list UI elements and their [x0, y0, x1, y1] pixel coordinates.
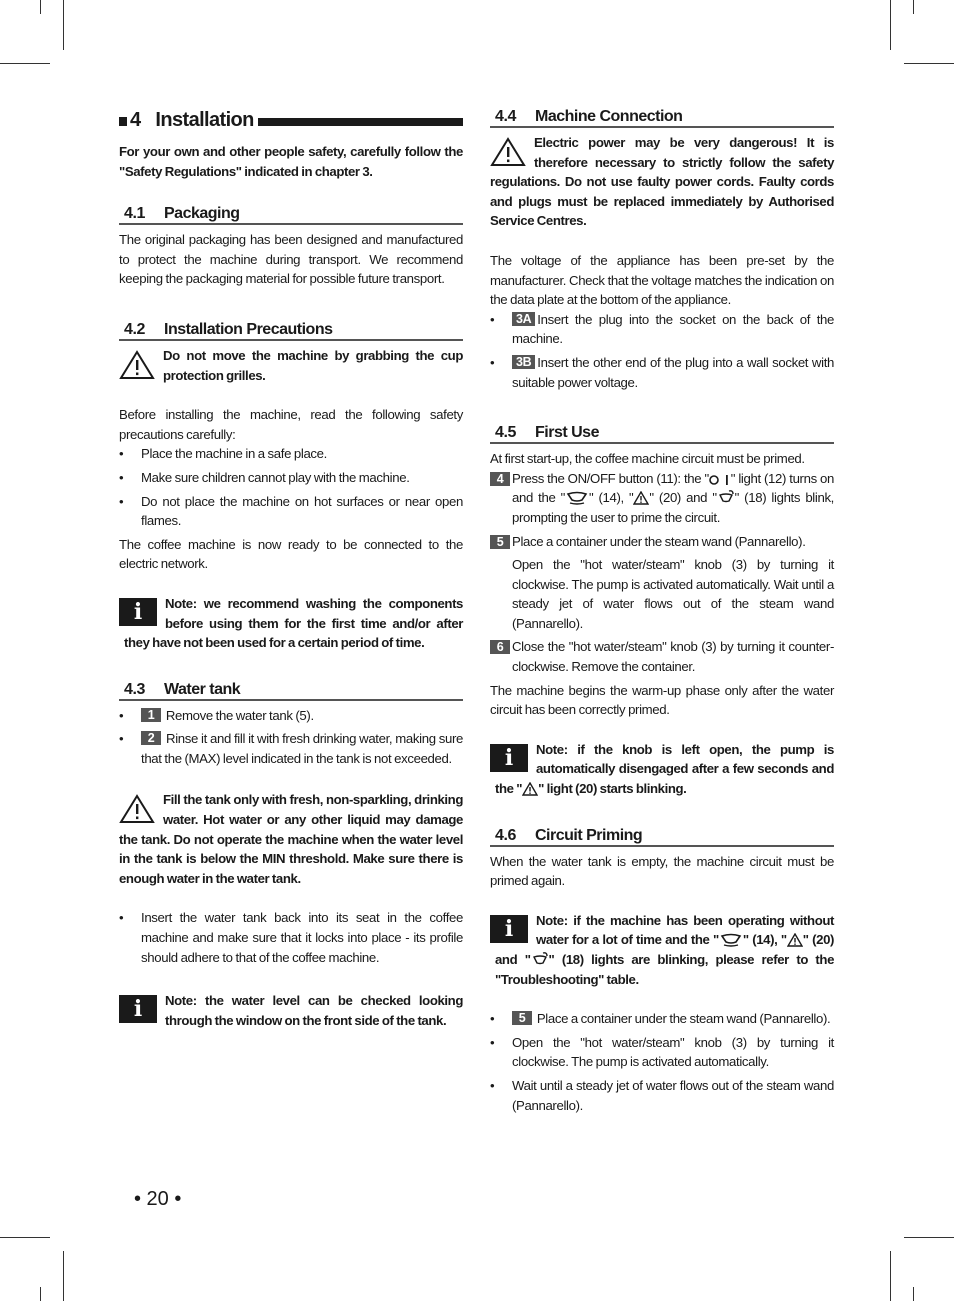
step-badge: 6 [490, 640, 510, 654]
list-item: • Place the machine in a safe place. [119, 444, 463, 464]
step-text: Insert the plug into the socket on the back of the machine. [512, 311, 834, 347]
section-heading-4-3 [119, 677, 463, 701]
warning-icon [119, 350, 155, 380]
list-item: • Make sure children cannot play with the machine. [119, 468, 463, 488]
section-number: 4.3 [124, 680, 146, 698]
insert-tank-list [119, 908, 463, 967]
section-title: First Use [535, 424, 599, 442]
step-text: Press the ON/OFF button (11): the " [512, 470, 709, 486]
step-text: " (14), " [588, 490, 634, 506]
chapter-intro: For your own and other people safety, carefully follow the "Safety Regulations" indicated in chapter 3. [119, 144, 463, 179]
step-badge: 5 [490, 535, 510, 549]
list-item: • Open the "hot water/steam" knob (3) by turning it clockwise. The pump is activated automatically. [490, 1033, 834, 1072]
warning-light-icon [522, 782, 538, 796]
warning-text: Fill the tank only with fresh, non-sparkling, drinking water. Hot water or any other liquid may damage the tank. Do not operate the machine when the water level in the tank is below the MIN threshold. Make sure there is enough water in the water tank. [119, 792, 463, 886]
section-heading-4-1 [119, 201, 463, 225]
section-title: Machine Connection [535, 108, 683, 125]
list-item: • Wait until a steady jet of water flows out of the steam wand (Pannarello). [490, 1076, 834, 1115]
first-use-steps [490, 469, 834, 677]
list-item [490, 1009, 834, 1029]
circuit-priming-text: When the water tank is empty, the machine circuit must be primed again. [490, 853, 834, 889]
note-text: Note: the water level can be checked looking through the window on the front side of the tank. [165, 993, 463, 1028]
step-text: Close the "hot water/steam" knob (3) by turning it counter-clockwise. Remove the container. [512, 639, 834, 675]
step-badge: 5 [512, 1011, 532, 1025]
step-text: Place a container under the steam wand (Pannarello). [512, 533, 806, 549]
chapter-heading [119, 106, 463, 134]
info-note [119, 991, 463, 1030]
section-number: 4.2 [124, 320, 146, 338]
list-item [490, 469, 834, 528]
warning-note [119, 346, 463, 385]
list-item [119, 729, 463, 768]
page-number: • 20 • [134, 1188, 182, 1210]
note-text: Note: we recommend washing the components before using them for the first time and/or after they have not been used for a certain period of time. [124, 595, 463, 651]
voltage-text: The voltage of the appliance has been pre-set by the manufacturer. Check that the voltage matches the indication on the data plate at the bottom of the appliance. [490, 252, 834, 308]
crop-mark [890, 0, 891, 50]
crop-mark [913, 1287, 914, 1301]
info-icon: i [490, 915, 528, 943]
list-item [119, 706, 463, 726]
section-title: Circuit Priming [535, 826, 643, 844]
section-number: 4.5 [495, 424, 517, 442]
crop-mark [904, 1237, 954, 1238]
right-column [490, 104, 834, 1115]
crop-mark [0, 63, 50, 64]
steam-icon [717, 489, 735, 505]
crop-mark [40, 1287, 41, 1301]
water-tank-steps [119, 706, 463, 769]
info-icon: i [119, 995, 157, 1023]
warm-up-text: The machine begins the warm-up phase only after the water circuit has been correctly primed. [490, 682, 834, 718]
cup-icon [719, 931, 743, 947]
crop-mark [913, 0, 914, 14]
left-column [119, 104, 463, 1030]
step-text: Remove the water tank (5). [165, 707, 314, 723]
list-item: Open the "hot water/steam" knob (3) by turning it clockwise. The pump is activated automatically. Wait until a steady jet of water flows out of the steam wand (Pannarello). [512, 557, 834, 631]
section-heading-4-2 [119, 317, 463, 341]
crop-mark [63, 1251, 64, 1301]
step-text: " light (12) turns on and the " [512, 470, 835, 506]
section-title: Water tank [164, 680, 241, 698]
warning-light-icon [633, 491, 649, 505]
chapter-title: 4 Installation [130, 108, 254, 131]
precautions-list [119, 444, 463, 530]
info-note [490, 911, 834, 989]
step-text: Rinse it and fill it with fresh drinking water, making sure that the (MAX) level indicated in the tank is not exceeded. [141, 731, 463, 766]
packaging-text: The original packaging has been designed and manufactured to protect the machine during transport. We recommend keeping the packaging material for possible future transport. [119, 232, 463, 287]
warning-icon [490, 137, 526, 167]
step-text: " (18) lights blink, prompting the user to prime the circuit. [512, 490, 835, 525]
step-badge: 3B [512, 355, 535, 369]
section-number: 4.4 [495, 108, 517, 125]
chapter-square-icon [119, 117, 127, 126]
list-item [490, 532, 834, 552]
step-text: Place a container under the steam wand (Pannarello). [536, 1011, 831, 1027]
chapter-rule [258, 118, 463, 126]
step-badge: 4 [490, 472, 510, 486]
step-badge: 3A [512, 312, 535, 326]
list-item [490, 353, 834, 392]
step-badge: 2 [141, 731, 161, 745]
section-heading-4-4 [490, 104, 834, 128]
steam-icon [531, 951, 549, 967]
info-icon: i [119, 598, 157, 626]
section-number: 4.6 [495, 826, 517, 844]
crop-mark [40, 0, 41, 14]
section-heading-4-6 [490, 823, 834, 847]
list-item: • Do not place the machine on hot surfaces or near open flames. [119, 492, 463, 531]
crop-mark [904, 63, 954, 64]
crop-mark [0, 1237, 50, 1238]
info-note [490, 740, 834, 799]
warning-note [490, 133, 834, 231]
list-item [490, 310, 834, 349]
crop-mark [63, 0, 64, 50]
warning-text: Do not move the machine by grabbing the cup protection grilles. [163, 347, 463, 383]
section-title: Packaging [164, 205, 240, 223]
warning-icon [119, 794, 155, 824]
section-number: 4.1 [124, 205, 146, 223]
power-light-icon [709, 473, 731, 486]
first-use-intro: At first start-up, the coffee machine circuit must be primed. [490, 451, 805, 467]
warning-light-icon [787, 933, 803, 947]
list-item [490, 637, 834, 676]
step-text: " (20) and " [649, 490, 717, 506]
circuit-priming-steps [490, 1009, 834, 1115]
precautions-intro: Before installing the machine, read the following safety precautions carefully: [119, 407, 463, 442]
note-text: Note: if the knob is left open, the pump is automatically disengaged after a few seconds and the " " light (20) starts blinking. [495, 741, 834, 797]
note-text: Note: if the machine has been operating without water for a lot of time and the " " (14), " " (20) and " " (18) lights are blinking, please refer to the "Troubleshooting" table. [495, 912, 834, 987]
list-item: • Insert the water tank back into its seat in the coffee machine and make sure that it locks into place - its profile should adhere to that of the coffee machine. [119, 908, 463, 967]
section-heading-4-5 [490, 420, 834, 444]
crop-mark [890, 1251, 891, 1301]
warning-note [119, 790, 463, 888]
warning-text: Electric power may be very dangerous! It is therefore necessary to strictly follow the safety regulations. Do not use faulty power cords. Faulty cords and plugs must be replaced immediately by Authorised Service Centres. [490, 135, 834, 229]
info-note [119, 594, 463, 653]
connection-steps [490, 310, 834, 392]
info-icon: i [490, 744, 528, 772]
step-badge: 1 [141, 708, 161, 722]
step-text: Insert the other end of the plug into a wall socket with suitable power voltage. [512, 354, 834, 390]
ready-text: The coffee machine is now ready to be connected to the electric network. [119, 536, 463, 572]
section-title: Installation Precautions [164, 320, 333, 338]
cup-icon [565, 489, 589, 505]
